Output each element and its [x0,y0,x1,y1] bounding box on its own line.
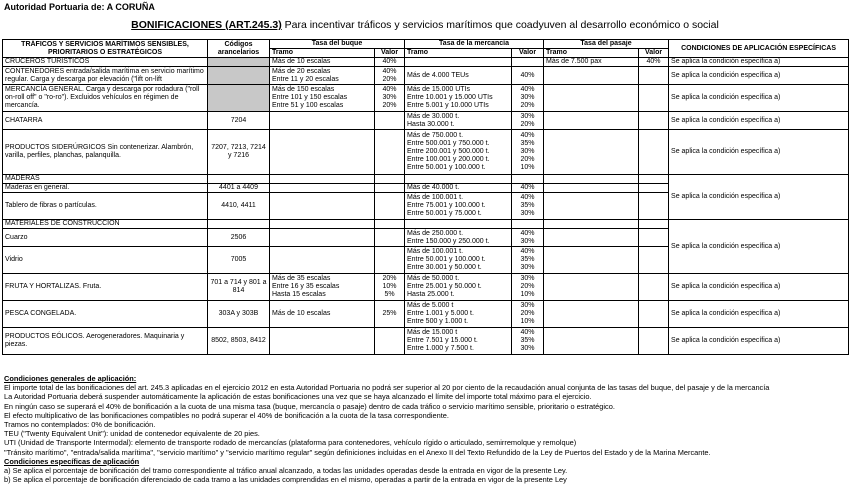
pasaje-tramo: Más de 7.500 pax [544,58,639,67]
row-label: PRODUCTOS EÓLICOS. Aerogeneradores. Maquinaria y piezas. [3,328,208,355]
codigo-cell: 7207, 7213, 7214 y 7216 [208,130,270,175]
codigo-cell: 701 a 714 y 801 a 814 [208,274,270,301]
codigo-cell: 8502, 8503, 8412 [208,328,270,355]
buque-valor-header: Valor [375,49,405,58]
merc-valor: 30% 20% 10% [512,301,544,328]
codigo-cell: 2506 [208,229,270,247]
merc-tramo: Más de 5.000 t Entre 1.001 y 5.000 t. Entre 500 y 1.000 t. [405,301,512,328]
buque-valor [375,112,405,130]
merc-valor: 40% [512,184,544,193]
buque-tramo: Más de 10 escalas [270,58,375,67]
buque-tramo-header: Tramo [270,49,375,58]
specific-conditions-title: Condiciones específicas de aplicación [4,456,140,466]
merc-valor: 30% 20% 10% [512,274,544,301]
buque-valor: 25% [375,301,405,328]
col-mercancia: Tasa de la mercancía [405,40,544,49]
merc-valor: 40% 30% [512,229,544,247]
buque-tramo: Más de 10 escalas [270,301,375,328]
condicion-cell: Se aplica la condición específica a) [669,112,849,130]
buque-valor: 40% [375,58,405,67]
condicion-cell: Se aplica la condición específica a) [669,301,849,328]
pasaje-valor-header: Valor [639,49,669,58]
table-row [3,130,849,175]
row-label: CONTENEDORES entrada/salida marítima en servicio marítimo regular. Carga y descarga por elevación ("lift on-lift [3,67,208,85]
pasaje-valor [639,112,669,130]
bonificaciones-table [2,39,849,355]
codigo-cell: 4410, 4411 [208,193,270,220]
condicion-cell: Se aplica la condición específica a) [669,58,849,67]
section-label-maderas: MADERAS [3,175,208,184]
merc-tramo: Más de 15.000 UTIs Entre 10.001 y 15.000 UTIs Entre 5.001 y 10.000 UTIs [405,85,512,112]
note-line: Tramos no contemplados: 0% de bonificación. [4,420,156,430]
col-traficos: TRÁFICOS Y SERVICIOS MARÍTIMOS SENSIBLES, PRIORITARIOS O ESTRATÉGICOS [3,40,208,58]
merc-tramo-header: Tramo [405,49,512,58]
col-buque: Tasa del buque [270,40,405,49]
col-condiciones: CONDICIONES DE APLICACIÓN ESPECÍFICAS [669,40,849,58]
table-row [3,328,849,355]
merc-tramo [405,58,512,67]
pasaje-tramo [544,112,639,130]
specific-condition-a: a) Se aplica el porcentaje de bonificación del tramo correspondiente al tráfico anual alcanzado, a todas las unidades operadas desde la entrada en vigor de la presente Ley. [4,466,568,476]
pasaje-valor [639,67,669,85]
buque-valor: 20% 10% 5% [375,274,405,301]
buque-valor [375,130,405,175]
row-label: Tablero de fibras o partículas. [3,193,208,220]
note-line: UTI (Unidad de Transporte Intermodal): elemento de transporte rodado de mercancías (plataforma para contenedores, vehículo rígido o articulado, semirremolque y remolque) [4,438,577,448]
codigo-cell: 7204 [208,112,270,130]
row-label: CRUCEROS TURÍSTICOS [3,58,208,67]
table-row [3,301,849,328]
merc-valor-header: Valor [512,49,544,58]
note-line: En ningún caso se superará el 40% de bonificación a la cuota de una misma tasa (buque, mercancía o pasaje) dentro de cada tráfico o servicio marítimo sensible, prioritario o estratégico. [4,401,615,411]
condicion-cell: Se aplica la condición específica a) [669,130,849,175]
buque-valor: 40% 20% [375,67,405,85]
merc-valor: 40% [512,67,544,85]
section-row [3,220,849,229]
buque-tramo [270,130,375,175]
condicion-cell: Se aplica la condición específica a) [669,67,849,85]
pasaje-valor: 40% [639,58,669,67]
row-label: Vidrio [3,247,208,274]
title-bold: BONIFICACIONES (ART.245.3) [131,19,282,31]
col-codigos: Códigos arancelarios [208,40,270,58]
condicion-cell: Se aplica la condición específica a) [669,85,849,112]
merc-tramo: Más de 100.001 t. Entre 75.001 y 100.000 t. Entre 50.001 y 75.000 t. [405,193,512,220]
row-label: Cuarzo [3,229,208,247]
note-line: El importe total de las bonificaciones del art. 245.3 aplicadas en el ejercicio 2012 en esta Autoridad Portuaria no podrá ser superior al 20 por ciento de la recaudación anual conjunta de las tasas del buque, del pasaje y de la mercancía [4,383,770,393]
merc-tramo: Más de 50.000 t. Entre 25.001 y 50.000 t. Hasta 25.000 t. [405,274,512,301]
pasaje-tramo [544,85,639,112]
merc-tramo: Más de 250.000 t. Entre 150.000 y 250.000 t. [405,229,512,247]
buque-tramo: Más de 150 escalas Entre 101 y 150 escalas Entre 51 y 100 escalas [270,85,375,112]
port-authority-header: Autoridad Portuaria de: A CORUÑA [4,2,155,12]
note-line: El efecto multiplicativo de las bonificaciones compatibles no podrá superar el 40% de bonificación a la cuota de la tasa correspondiente. [4,410,449,420]
general-conditions-title: Condiciones generales de aplicación: [4,374,137,383]
merc-valor: 40% 35% 30% [512,328,544,355]
note-line: La Autoridad Portuaria deberá suspender automáticamente la aplicación de estas bonificaciones una vez que se haya alcanzado el límite del importe total máximo para el ejercicio. [4,392,592,402]
table-row [3,85,849,112]
table-row [3,274,849,301]
buque-tramo [270,112,375,130]
col-pasaje: Tasa del pasaje [544,40,669,49]
page-title [0,19,850,31]
pasaje-tramo [544,130,639,175]
merc-valor: 40% 35% 30% 20% 10% [512,130,544,175]
title-rest: Para incentivar tráficos y servicios marítimos que coadyuven al desarrollo económico o social [281,19,719,31]
buque-tramo: Más de 35 escalas Entre 16 y 35 escalas Hasta 15 escalas [270,274,375,301]
note-line: "Tránsito marítimo", "entrada/salida marítima", "servicio marítimo" y "servicio marítimo regular" según definiciones incluidas en el Anexo II del Texto Refundido de la Ley de Puertos del Estado y de la Marina Mercante. [4,447,711,457]
merc-tramo: Más de 30.000 t. Hasta 30.000 t. [405,112,512,130]
row-label: CHATARRA [3,112,208,130]
codigo-cell: 4401 a 4409 [208,184,270,193]
codigo-cell [208,58,270,67]
merc-tramo: Más de 750.000 t. Entre 500.001 y 750.000 t. Entre 200.001 y 500.000 t. Entre 100.001 y 200.000 t. Entre 50.001 y 100.000 t. [405,130,512,175]
table-row [3,67,849,85]
row-label: Maderas en general. [3,184,208,193]
merc-valor: 30% 20% [512,112,544,130]
codigo-cell: 303A y 303B [208,301,270,328]
merc-valor: 40% 35% 30% [512,193,544,220]
merc-valor [512,58,544,67]
row-label: MERCANCÍA GENERAL. Carga y descarga por rodadura ("roll on-roll off" o "ro-ro"). Excluidos vehículos en régimen de mercancía. [3,85,208,112]
codigo-cell [208,67,270,85]
table-row [3,112,849,130]
buque-valor: 40% 30% 20% [375,85,405,112]
row-label: FRUTA Y HORTALIZAS. Fruta. [3,274,208,301]
note-line: TEU ("Twenty Equivalent Unit"): unidad de contenedor equivalente de 20 pies. [4,429,260,439]
merc-valor: 40% 30% 20% [512,85,544,112]
row-label: PRODUCTOS SIDERÚRGICOS Sin contenerizar. Alambrón, varilla, perfiles, planchas, palanquilla. [3,130,208,175]
table-row [3,58,849,67]
condicion-cell: Se aplica la condición específica a) [669,175,849,220]
pasaje-tramo-header: Tramo [544,49,639,58]
condicion-cell: Se aplica la condición específica a) [669,274,849,301]
notes-section [4,374,846,484]
row-label: PESCA CONGELADA. [3,301,208,328]
pasaje-valor [639,85,669,112]
specific-condition-b: b) Se aplica el porcentaje de bonificación diferenciado de cada tramo a las unidades comprendidas en el mismo, operadas a partir de la entrada en vigor de la presente Ley [4,475,567,485]
condicion-cell: Se aplica la condición específica a) [669,220,849,274]
codigo-cell [208,85,270,112]
pasaje-valor [639,130,669,175]
condicion-cell: Se aplica la condición específica a) [669,328,849,355]
merc-tramo: Más de 15.000 t Entre 7.501 y 15.000 t. Entre 1.000 y 7.500 t. [405,328,512,355]
codigo-cell: 7005 [208,247,270,274]
pasaje-tramo [544,67,639,85]
merc-valor: 40% 35% 30% [512,247,544,274]
section-row [3,175,849,184]
buque-tramo: Más de 20 escalas Entre 11 y 20 escalas [270,67,375,85]
section-label-construccion: MATERIALES DE CONSTRUCCIÓN [3,220,208,229]
merc-tramo: Más de 4.000 TEUs [405,67,512,85]
merc-tramo: Más de 100.001 t. Entre 50.001 y 100.000 t. Entre 30.001 y 50.000 t. [405,247,512,274]
merc-tramo: Más de 40.000 t. [405,184,512,193]
